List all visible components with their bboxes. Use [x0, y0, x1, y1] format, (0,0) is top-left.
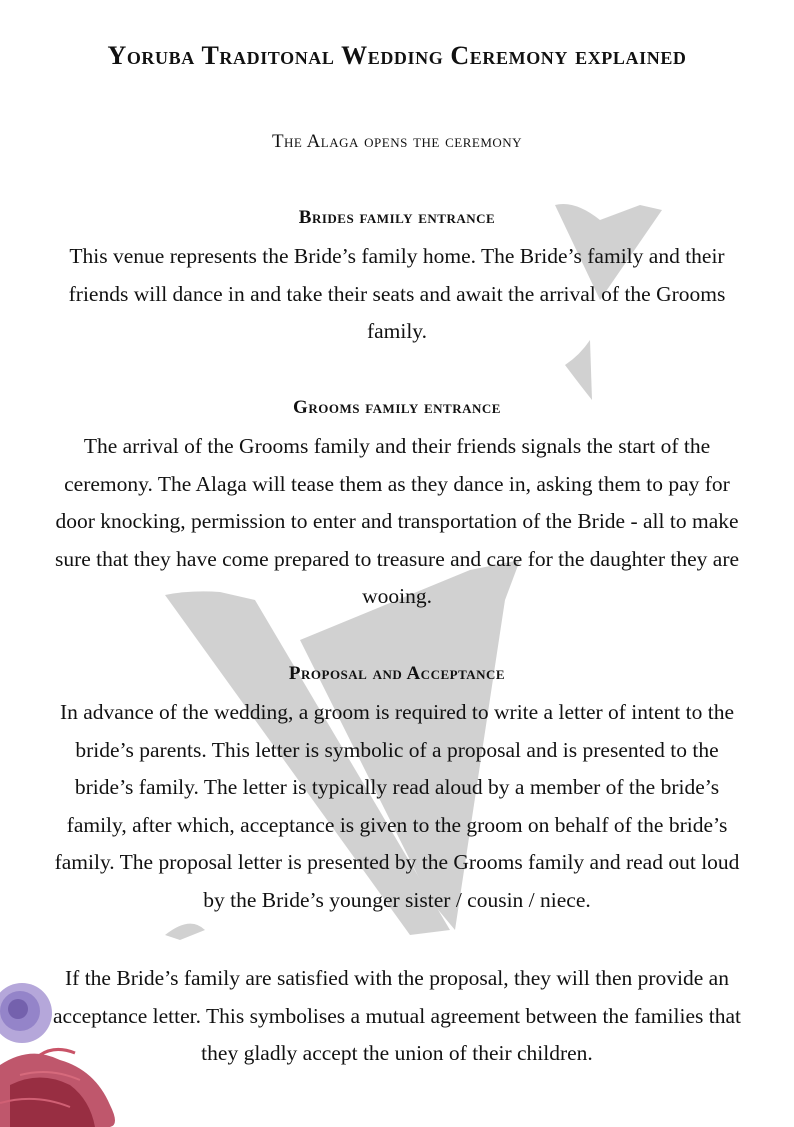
- section-heading-proposal-and-acceptance: Proposal and Acceptance: [288, 663, 506, 684]
- section-heading-brides-family-entrance: Brides family entrance: [298, 207, 496, 228]
- section-heading-grooms-family-entrance: Grooms family entrance: [293, 397, 501, 418]
- document-subtitle: The Alaga opens the ceremony: [271, 131, 523, 152]
- section-paragraph-brides-family-entrance: This venue represents the Bride’s family home. The Bride’s family and their friends will dance in and take their seats and await the arrival of the Grooms family.: [68, 244, 726, 343]
- section-paragraph-grooms-family-entrance: The arrival of the Grooms family and their friends signals the start of the ceremony. The Alaga will tease them as they dance in, asking them to pay for door knocking, permission to enter and transportation of the Bride - all to make sure that they have come prepared to treasure and care for the daughter they are wooing.: [54, 434, 740, 608]
- document-title: Yoruba Traditonal Wedding Ceremony explained: [107, 41, 687, 70]
- section-paragraph-acceptance: If the Bride’s family are satisfied with the proposal, they will then provide an acceptance letter. This symbolises a mutual agreement between the families that they gladly accept the union of their children.: [53, 966, 741, 1065]
- section-paragraph-proposal: In advance of the wedding, a groom is required to write a letter of intent to the bride’s parents. This letter is symbolic of a proposal and is presented to the bride’s family. The letter is typically read aloud by a member of the bride’s family, after which, acceptance is given to the groom on behalf of the bride’s family. The proposal letter is presented by the Grooms family and read out loud by the Bride’s younger sister / cousin / niece.: [54, 700, 740, 912]
